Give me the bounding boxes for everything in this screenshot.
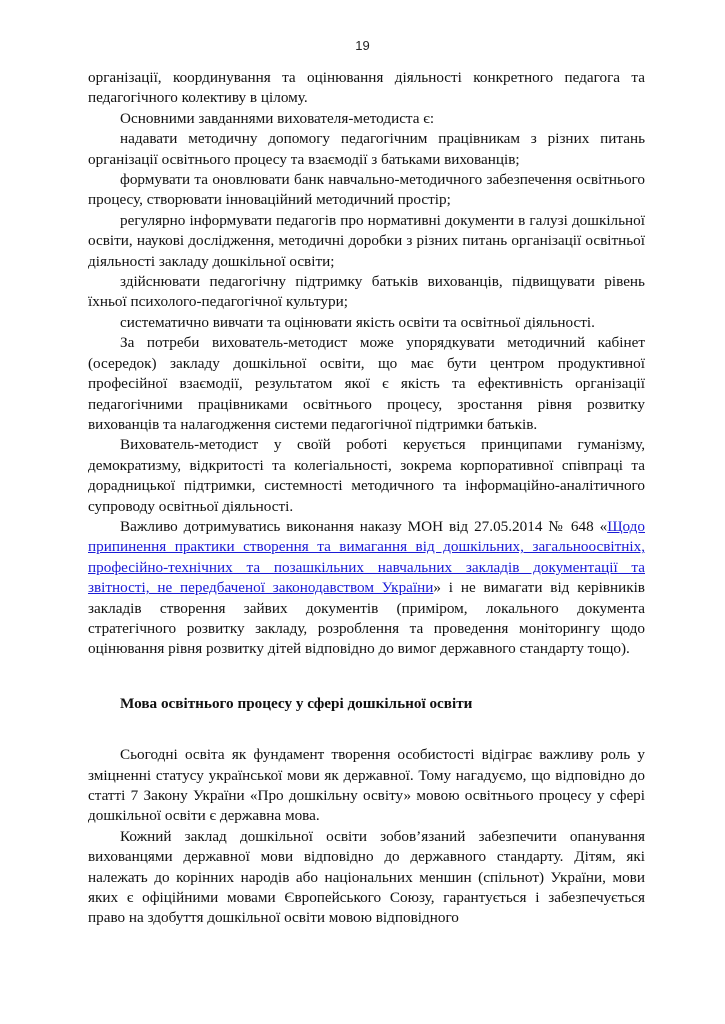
document-body (88, 68, 645, 929)
order-text-after: » і не вимагати від керівників закладів створення зайвих документів (приміром, локального документа стратегічного розвитку закладу, розроблення та проведення моніторингу щодо оцінювання рівня розвитку дітей відповідно до вимог державного стандарту тощо). (88, 579, 645, 658)
paragraph-task-1: надавати методичну допомогу педагогічним працівникам з різних питань організації освітнього процесу та взаємодії з батьками вихованців; (88, 130, 645, 168)
paragraph-language-status: Сьогодні освіта як фундамент творення особистості відіграє важливу роль у зміцненні статусу української мови як державної. Тому нагадуємо, що відповідно до статті 7 Закону України «Про дошкільну освіту» мовою освітнього процесу у сфері дошкільної освіти є державна мова. (88, 746, 645, 825)
paragraph-principles: Вихователь-методист у своїй роботі керується принципами гуманізму, демократизму, відкритості та колегіальності, зокрема корпоративної співпраці та дорадницької підтримки, системності методичного та інформаційно-аналітичного супроводу освітньої діяльності. (88, 436, 645, 515)
paragraph-task-3: регулярно інформувати педагогів про нормативні документи в галузі дошкільної освіти, наукові дослідження, методичні доробки з різних питань організації освітньої діяльності закладу дошкільної освіти; (88, 211, 645, 270)
paragraph-task-2: формувати та оновлювати банк навчально-методичного забезпечення освітнього процесу, створювати інноваційний методичний простір; (88, 171, 645, 209)
paragraph-methodical-cabinet: За потреби вихователь-методист може упорядкувати методичний кабінет (осередок) закладу дошкільної освіти, що має бути центром продуктивної професійної взаємодії, результатом якої є якість та ефективність організації педагогічними працівниками освітнього процесу, зростання рівня розвитку вихованців та налагодження системи педагогічної підтримки батьків. (88, 334, 645, 433)
paragraph-task-5: систематично вивчати та оцінювати якість освіти та освітньої діяльності. (120, 313, 595, 331)
paragraph-task-4: здійснювати педагогічну підтримку батьків вихованців, підвищувати рівень їхньої психолого-педагогічної культури; (88, 273, 645, 311)
order-link[interactable]: Щодо припинення практики створення та вимагання від дошкільних, загальноосвітніх, професійно-технічних та позашкільних навчальних закладів документації та звітності, не передбаченої законодавством України (88, 517, 645, 597)
paragraph-tasks-intro: Основними завданнями вихователя-методиста є: (120, 109, 435, 127)
paragraph-order (88, 517, 645, 660)
paragraph-language-obligation: Кожний заклад дошкільної освіти зобов’язаний забезпечити опанування вихованцями державної мови відповідно до державного стандарту. Дітям, які належать до корінних народів або національних меншин (спільнот) України, мови яких є офіційними мовами Європейського Союзу, гарантується і забезпечується право на здобуття дошкільної освіти мовою відповідного (88, 827, 645, 927)
page-number: 19 (355, 38, 370, 53)
order-text-before: Важливо дотримуватись виконання наказу МОН від 27.05.2014 № 648 « (120, 517, 608, 535)
paragraph-continuation: організації, координування та оцінювання діяльності конкретного педагога та педагогічного колективу в цілому. (88, 69, 645, 107)
section-heading: Мова освітнього процесу у сфері дошкільної освіти (120, 694, 473, 712)
